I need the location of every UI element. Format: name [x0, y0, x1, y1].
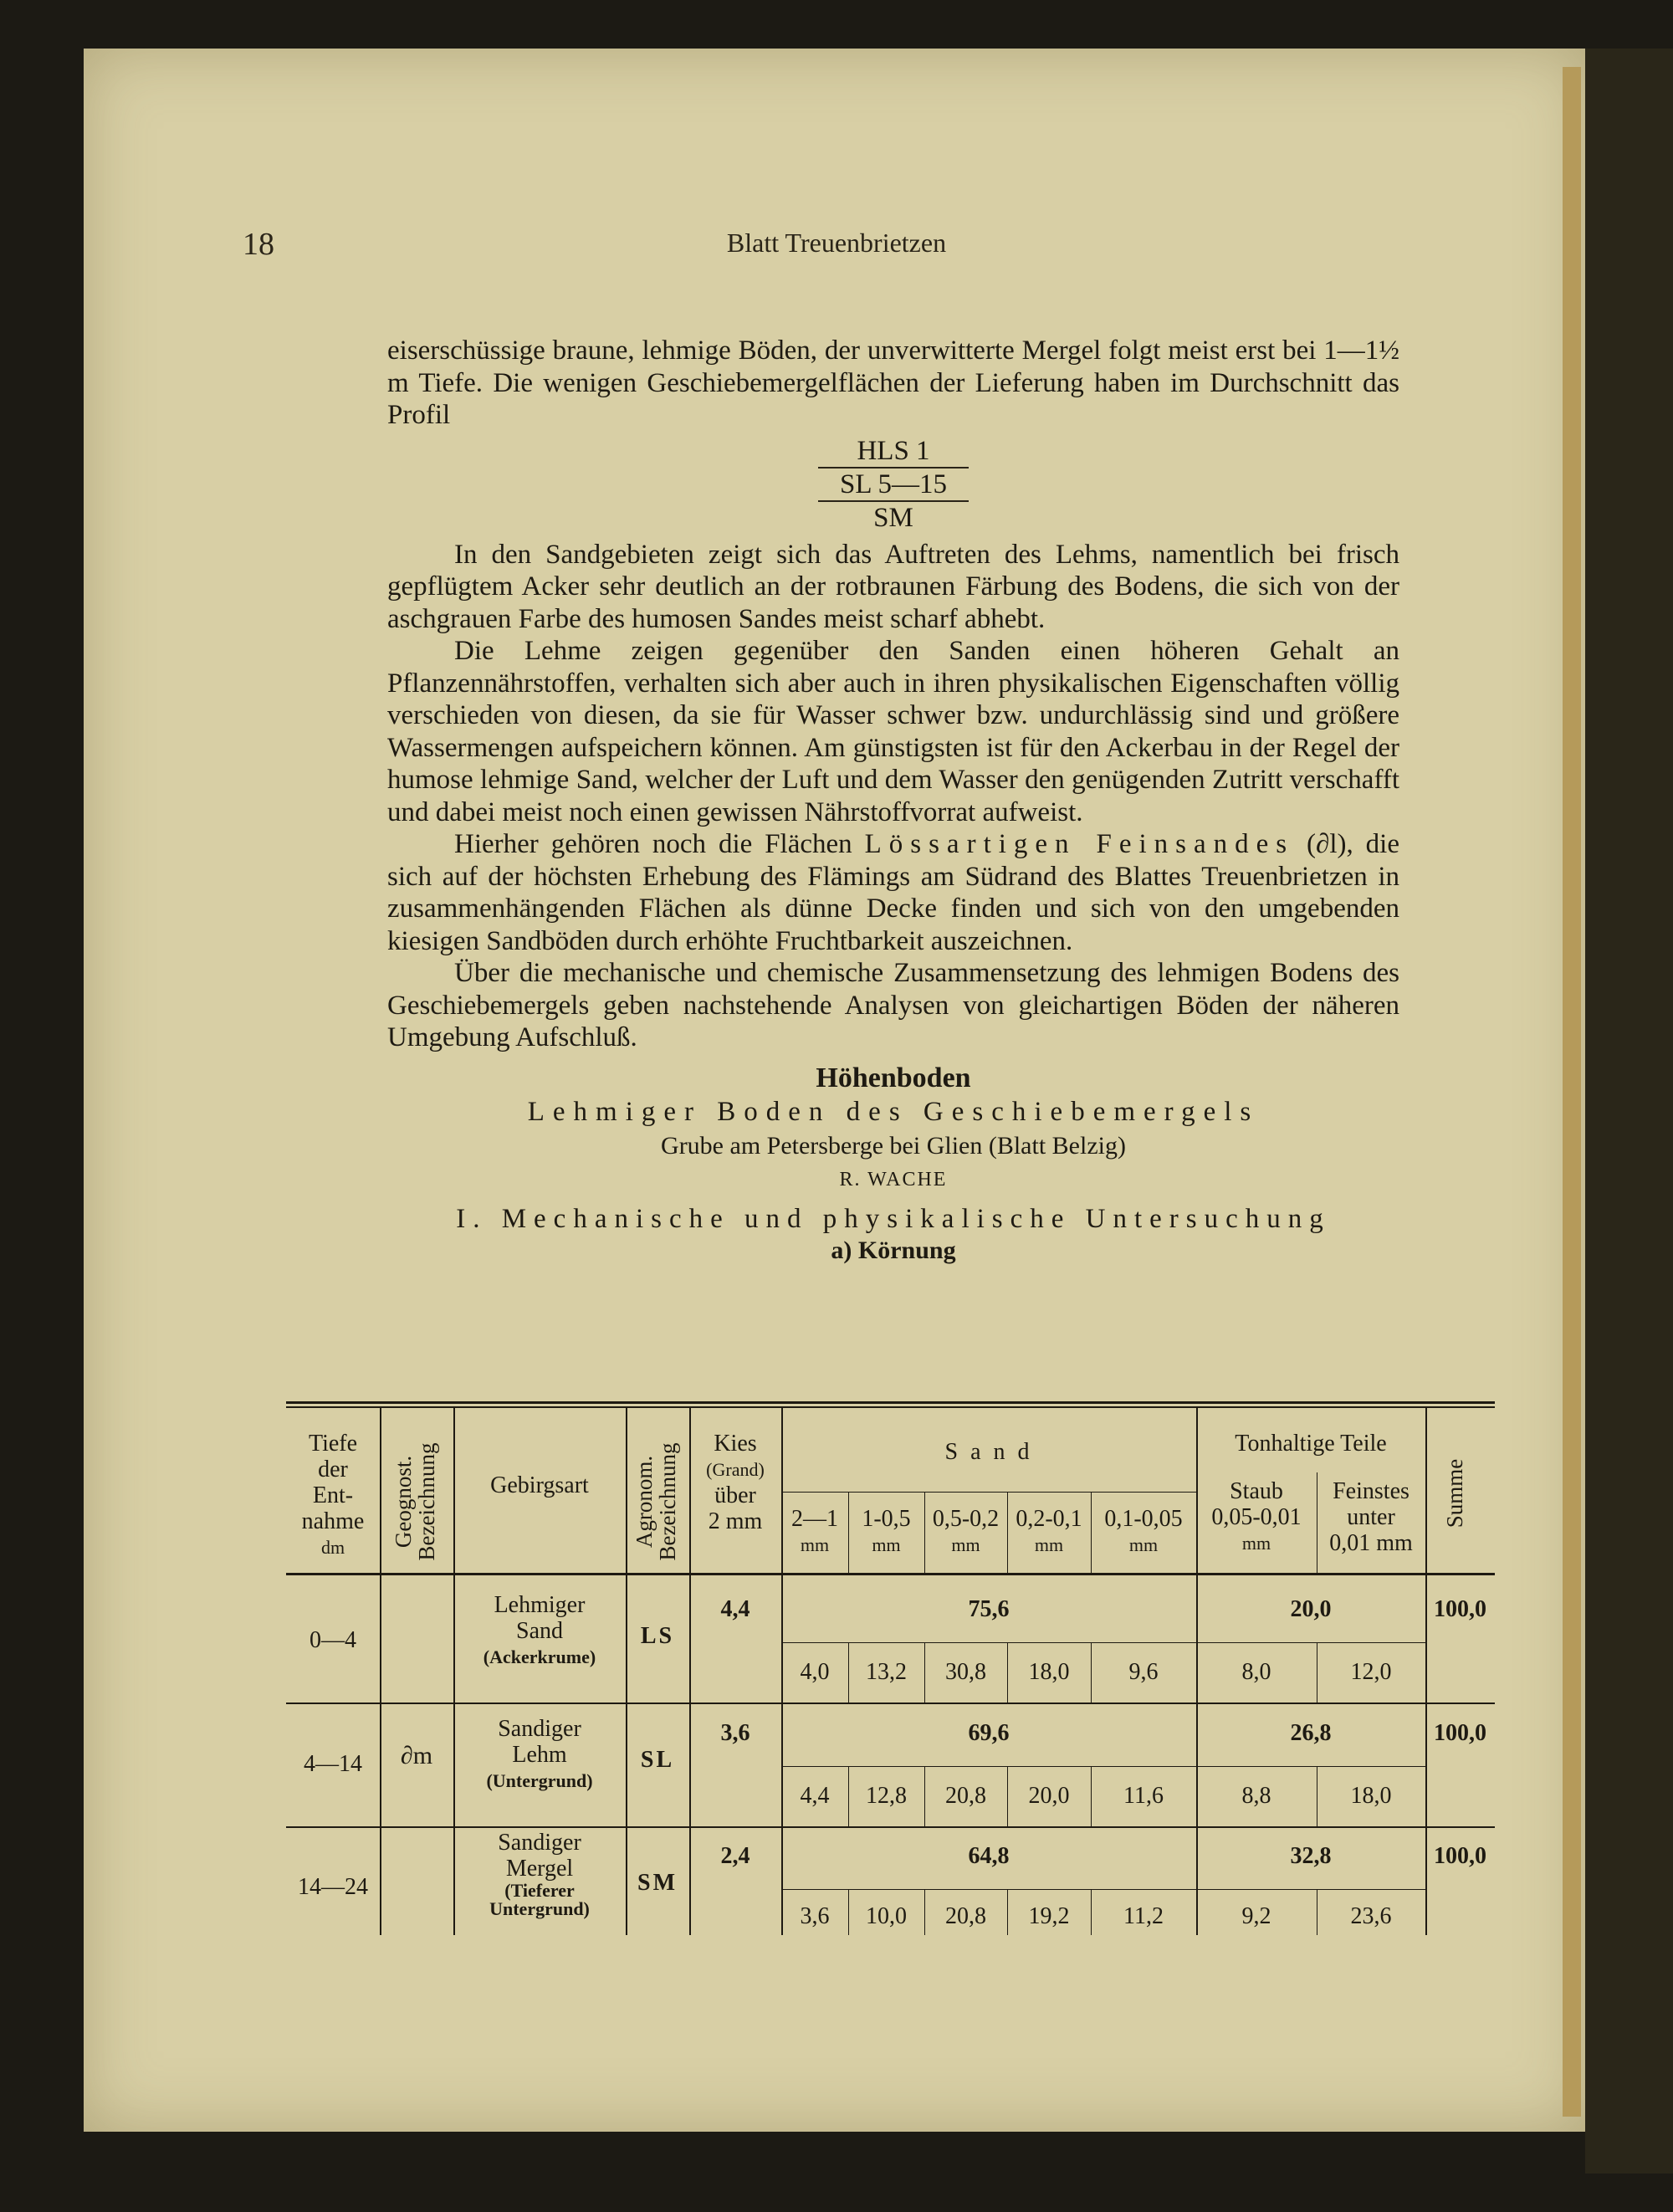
- spaced-term: Lössartigen Feinsandes: [864, 829, 1295, 859]
- header-depth-line: Tiefe: [308, 1431, 358, 1457]
- paragraph-3: Die Lehme zeigen gegenüber den Sanden einen höheren Gehalt an Pflanzennährstoffen, verhalten sich aber auch in ihren physikalischen Eigenschaften völlig verschieden von diesen, da sie für Wasser schwer bzw. undurchlässig sind und größere Wassermengen aufspeichern können. Am günstigsten ist für den Ackerbau in der Regel der humose lehmige Sand, welcher der Luft und dem Wasser den genügenden Zutritt verschafft und dabei meist noch einen gewissen Nährstoffvorrat aufweist.: [387, 636, 1399, 827]
- row-staub: 8,0: [1241, 1659, 1271, 1685]
- header-ton: Tonhaltige Teile: [1235, 1431, 1387, 1457]
- row-staub: 8,8: [1241, 1783, 1271, 1809]
- sample-location: Grube am Petersberge bei Glien (Blatt Belzig): [661, 1131, 1126, 1160]
- gebirgsart-line: Lehmiger: [494, 1592, 586, 1618]
- row-kies: 4,4: [720, 1596, 750, 1622]
- sand-col-range: 0,5-0,2: [932, 1506, 1000, 1532]
- row-separator: [286, 1826, 1495, 1828]
- row-depth: 4—14: [304, 1751, 362, 1777]
- header-sand-col: [781, 1506, 848, 1558]
- analysis-heading: [387, 1062, 1399, 1267]
- row-feinstes: 23,6: [1350, 1903, 1392, 1929]
- header-depth-line: Ent-: [312, 1482, 354, 1508]
- row-feinstes: 12,0: [1350, 1659, 1392, 1685]
- row-sub-separator: [781, 1642, 1425, 1643]
- profile-layer-1: HLS 1: [818, 435, 969, 469]
- profile-layer-3: SM: [873, 502, 913, 533]
- header-staub: [1196, 1478, 1317, 1556]
- paragraph-4: [387, 828, 1399, 957]
- header-geognost-line: Bezeichnung: [414, 1442, 439, 1561]
- row-sand-total: 64,8: [968, 1843, 1010, 1869]
- row-sand-value: 9,6: [1128, 1659, 1159, 1685]
- sand-col-unit: mm: [1128, 1534, 1159, 1555]
- row-sand-value: 30,8: [945, 1659, 986, 1685]
- header-kies: [689, 1431, 781, 1534]
- row-sand-value: 4,4: [800, 1783, 830, 1809]
- row-gebirgsart: [453, 1592, 626, 1670]
- section-title: Höhenboden: [816, 1062, 971, 1093]
- soil-profile: [387, 435, 1399, 534]
- row-kies: 2,4: [720, 1843, 750, 1869]
- row-ton-total: 26,8: [1290, 1720, 1332, 1746]
- header-sand-col: [1007, 1506, 1091, 1558]
- table-top-rule: [286, 1401, 1495, 1404]
- header-agronom-line: Bezeichnung: [655, 1442, 680, 1561]
- sand-col-unit: mm: [872, 1534, 901, 1555]
- row-sand-value: 13,2: [866, 1659, 907, 1685]
- paragraph-5: Über die mechanische und chemische Zusammensetzung des lehmigen Bodens des Geschiebemergels geben nachstehende Analysen von gleichartigen Böden der näheren Umgebung Aufschluß.: [387, 958, 1399, 1052]
- row-agronom: SL: [640, 1747, 675, 1773]
- header-bottom-rule: [286, 1573, 1495, 1575]
- header-feinstes: [1317, 1478, 1425, 1556]
- row-ton-total: 32,8: [1290, 1843, 1332, 1869]
- row-summe: 100,0: [1434, 1720, 1486, 1746]
- header-sand-col: [924, 1506, 1007, 1558]
- analyst-name: R. WACHE: [839, 1169, 948, 1190]
- header-staub-line: mm: [1241, 1533, 1271, 1554]
- gebirgsart-line: Sandiger: [498, 1830, 581, 1856]
- row-sub-separator: [781, 1766, 1425, 1767]
- row-sub-separator: [781, 1889, 1425, 1890]
- header-summe: Summe: [1442, 1458, 1467, 1528]
- running-header: [243, 226, 1430, 276]
- page-number: 18: [243, 227, 274, 262]
- row-kies: 3,6: [720, 1720, 750, 1746]
- row-gebirgsart: [453, 1716, 626, 1794]
- header-depth-line: der: [318, 1457, 348, 1482]
- row-sand-value: 11,2: [1123, 1903, 1164, 1929]
- row-sand-value: 19,2: [1028, 1903, 1070, 1929]
- body-text: [387, 335, 1399, 1267]
- header-sand-col: [848, 1506, 924, 1558]
- sand-col-range: 0,2-0,1: [1016, 1506, 1082, 1532]
- page-gutter-edge: [1563, 67, 1581, 2117]
- row-depth: 0—4: [310, 1627, 356, 1653]
- sand-col-range: 0,1-0,05: [1104, 1506, 1183, 1532]
- gebirgsart-line: Mergel: [505, 1856, 574, 1882]
- row-sand-value: 20,0: [1028, 1783, 1070, 1809]
- row-staub: 9,2: [1241, 1903, 1271, 1929]
- row-sand-value: 11,6: [1123, 1783, 1164, 1809]
- paragraph-4-end: (∂l), die sich auf der höchsten Erhebung des Flämings am Südrand des Blattes Treuenbrietzen in zusammenhängenden Flächen als dünne Decke finden und sich von den umgebenden kiesigen Sandböden durch erhöhte Fruchtbarkeit auszeichnen.: [387, 829, 1399, 956]
- header-agronom-line: Agronom.: [632, 1455, 657, 1549]
- header-gebirgsart: Gebirgsart: [490, 1472, 589, 1498]
- sand-col-unit: mm: [800, 1534, 830, 1555]
- sand-col-range: 2—1: [791, 1506, 838, 1532]
- gebirgsart-note: (Tieferer Untergrund): [489, 1880, 590, 1919]
- sub-heading: a) Körnung: [831, 1237, 956, 1264]
- part-heading: I. Mechanische und physikalische Untersuchung: [456, 1203, 1331, 1234]
- paragraph-2: In den Sandgebieten zeigt sich das Auftreten des Lehms, namentlich bei frisch gepflügtem Acker sehr deutlich an der rotbraunen Färbung des Bodens, die sich von der aschgrauen Farbe des humosen Sandes meist scharf abhebt.: [387, 539, 1399, 634]
- running-title: Blatt Treuenbrietzen: [726, 228, 947, 258]
- geognost-symbol: ∂m: [400, 1742, 433, 1769]
- sand-col-unit: mm: [951, 1534, 980, 1555]
- header-geognost: [391, 1418, 442, 1585]
- row-depth: 14—24: [298, 1874, 368, 1900]
- sand-col-range: 1-0,5: [862, 1506, 911, 1532]
- row-sand-value: 3,6: [800, 1903, 830, 1929]
- header-kies-line: über: [714, 1482, 756, 1508]
- gebirgsart-line: Sand: [516, 1618, 563, 1644]
- row-sand-value: 20,8: [945, 1903, 986, 1929]
- grain-size-table: [286, 1401, 1495, 1937]
- sand-header-rule: [781, 1492, 1196, 1493]
- row-gebirgsart: [453, 1830, 626, 1918]
- row-sand-value: 18,0: [1028, 1659, 1070, 1685]
- facing-page-edge: [1585, 49, 1673, 2174]
- row-sand-total: 75,6: [968, 1596, 1010, 1622]
- table-top-rule-inner: [286, 1406, 1495, 1408]
- row-ton-total: 20,0: [1290, 1596, 1332, 1622]
- row-sand-total: 69,6: [968, 1720, 1010, 1746]
- row-sand-value: 12,8: [866, 1783, 907, 1809]
- header-sand-col: [1091, 1506, 1196, 1558]
- header-kies-line: (Grand): [706, 1459, 765, 1480]
- row-sand-value: 10,0: [866, 1903, 907, 1929]
- row-feinstes: 18,0: [1350, 1783, 1392, 1809]
- row-separator: [286, 1703, 1495, 1704]
- profile-layer-2: SL 5—15: [818, 469, 969, 502]
- gebirgsart-note: (Untergrund): [486, 1770, 593, 1791]
- header-depth: [286, 1431, 380, 1560]
- row-sand-value: 4,0: [800, 1659, 830, 1685]
- row-summe: 100,0: [1434, 1843, 1486, 1869]
- header-staub-line: Staub: [1230, 1478, 1283, 1504]
- col-rule: [380, 1408, 381, 1935]
- paragraph-4-start: Hierher gehören noch die Flächen: [454, 829, 852, 859]
- row-agronom: LS: [640, 1623, 675, 1649]
- gebirgsart-note: (Ackerkrume): [483, 1646, 596, 1667]
- header-depth-line: nahme: [301, 1508, 365, 1534]
- header-geognost-line: Geognost.: [391, 1455, 416, 1549]
- header-kies-line: 2 mm: [708, 1508, 763, 1534]
- header-kies-line: Kies: [714, 1431, 757, 1457]
- gebirgsart-line: Lehm: [512, 1742, 567, 1768]
- row-sand-value: 20,8: [945, 1783, 986, 1809]
- section-subtitle: Lehmiger Boden des Geschiebemergels: [527, 1097, 1260, 1127]
- paragraph-1: eiserschüssige braune, lehmige Böden, der unverwitterte Mergel folgt meist erst bei 1—1½ m Tiefe. Die wenigen Geschiebemergelflächen der Lieferung haben im Durchschnitt das Profil: [387, 335, 1399, 430]
- col-rule: [626, 1408, 627, 1935]
- row-summe: 100,0: [1434, 1596, 1486, 1622]
- header-feinstes-line: 0,01 mm: [1329, 1530, 1413, 1556]
- header-agronom: [632, 1418, 683, 1585]
- header-feinstes-line: Feinstes: [1333, 1478, 1410, 1504]
- sand-col-unit: mm: [1034, 1534, 1064, 1555]
- gebirgsart-line: Sandiger: [498, 1716, 581, 1742]
- header-feinstes-line: unter: [1347, 1504, 1395, 1530]
- row-agronom: SM: [637, 1870, 678, 1896]
- header-sand: S a n d: [944, 1439, 1033, 1465]
- header-staub-line: 0,05-0,01: [1211, 1504, 1302, 1530]
- header-depth-unit: dm: [320, 1537, 345, 1558]
